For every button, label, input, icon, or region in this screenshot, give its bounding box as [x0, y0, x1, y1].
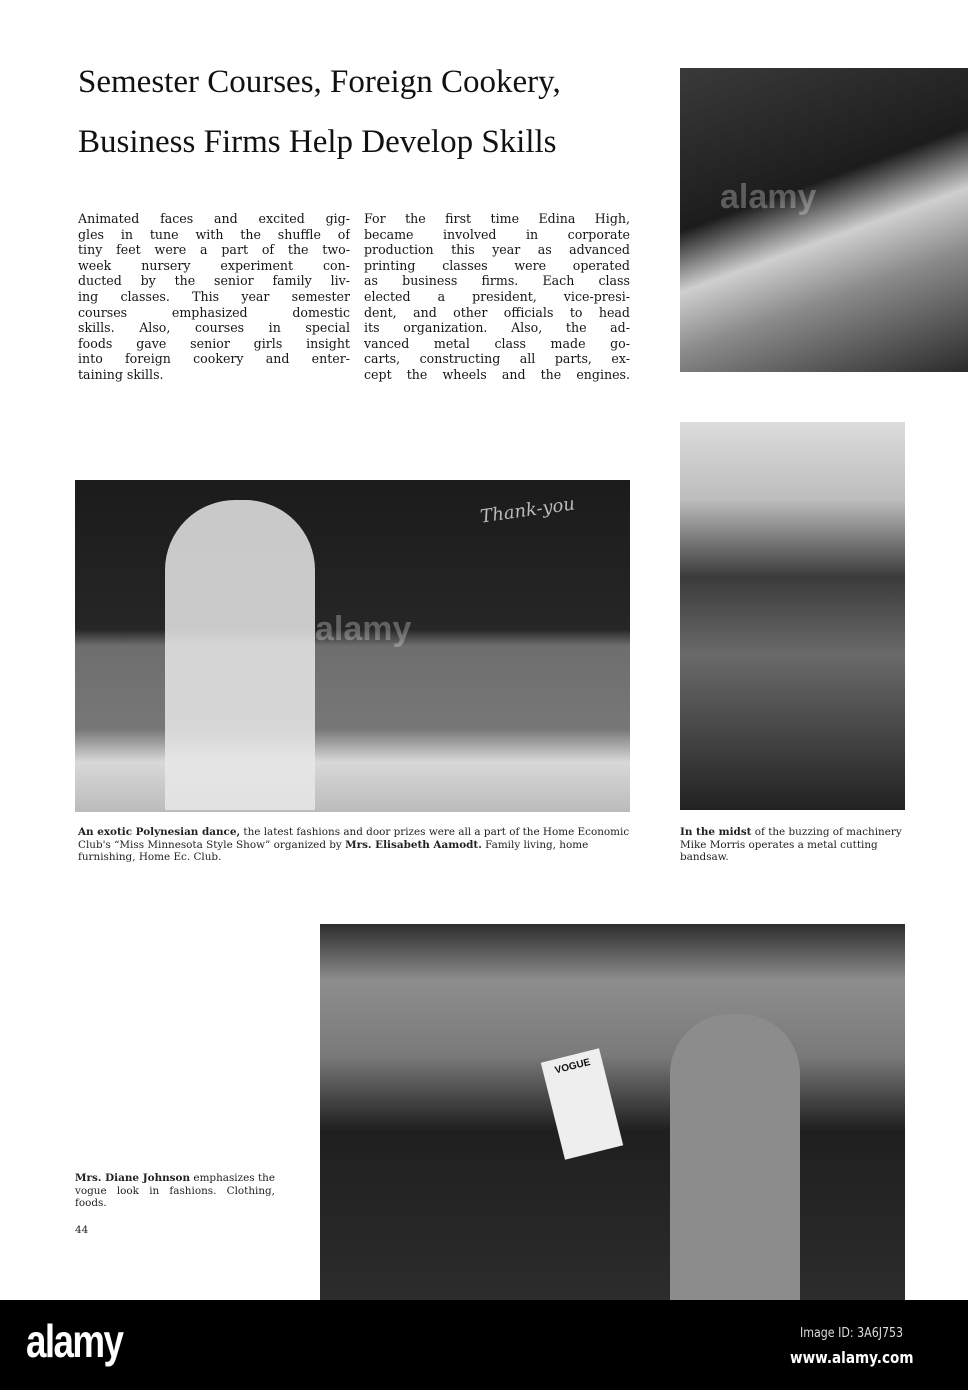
image-id: Image ID: 3A6J753: [800, 1326, 904, 1341]
body-line: cept the wheels and the engines.: [364, 366, 630, 382]
body-line: as business firms. Each class: [364, 273, 630, 289]
body-column-2: [364, 211, 630, 383]
vogue-magazine: VOGUE: [541, 1048, 623, 1160]
body-line: gles in tune with the shuffle of: [78, 226, 350, 242]
body-line: became involved in corporate: [364, 226, 630, 242]
body-line: week nursery experiment con-: [78, 257, 350, 273]
caption-vogue: Mrs. Diane Johnson emphasizes the vogue look in fashions. Clothing, foods.: [75, 1172, 276, 1210]
body-line: skills. Also, courses in special: [78, 320, 350, 336]
photo-teacher-aamodt: [75, 480, 630, 812]
headline-line-2: Business Firms Help Develop Skills: [78, 124, 557, 160]
blackboard-writing: Thank-you: [479, 493, 577, 528]
body-line: tiny feet were a part of the two-: [78, 242, 350, 258]
headline-line-1: Semester Courses, Foreign Cookery,: [78, 64, 561, 100]
body-line: printing classes were operated: [364, 257, 630, 273]
body-line: taining skills.: [78, 366, 164, 382]
caption-teacher: An exotic Polynesian dance, the latest fashions and door prizes were all a part of the Home Economic Club's “Miss Minnesota Style Show” organized by Mrs. Elisabeth Aamodt. Family living, home furnishing, Home Ec. Club.: [78, 826, 630, 864]
alamy-logo: alamy: [26, 1315, 123, 1367]
body-column-1: [78, 211, 350, 383]
body-line: For the first time Edina High,: [364, 211, 630, 226]
body-line: elected a president, vice-presi-: [364, 288, 630, 304]
caption-bandsaw: In the midst of the buzzing of machinery Mike Morris operates a metal cutting bandsaw.: [680, 826, 902, 864]
body-line: into foreign cookery and enter-: [78, 351, 350, 367]
alamy-url[interactable]: www.alamy.com: [790, 1348, 914, 1367]
photo-bandsaw: [680, 422, 905, 810]
body-line: courses emphasized domestic: [78, 304, 350, 320]
body-line: production this year as advanced: [364, 242, 630, 258]
body-line: carts, constructing all parts, ex-: [364, 351, 630, 367]
body-line: its organization. Also, the ad-: [364, 320, 630, 336]
page-number: 44: [75, 1224, 89, 1236]
body-line: foods gave senior girls insight: [78, 335, 350, 351]
body-line: Animated faces and excited gig-: [78, 211, 350, 226]
body-line: ducted by the senior family liv-: [78, 273, 350, 289]
watermark: alamy: [720, 178, 817, 216]
teacher-figure: [165, 500, 315, 810]
alamy-footer: [0, 1300, 968, 1390]
body-line: dent, and other officials to head: [364, 304, 630, 320]
photo-student-printing: [680, 68, 968, 372]
body-line: ing classes. This year semester: [78, 288, 350, 304]
photo-vogue-class: [320, 924, 905, 1300]
watermark: alamy: [315, 610, 412, 648]
body-line: vanced metal class made go-: [364, 335, 630, 351]
teacher-figure: [670, 1014, 800, 1300]
